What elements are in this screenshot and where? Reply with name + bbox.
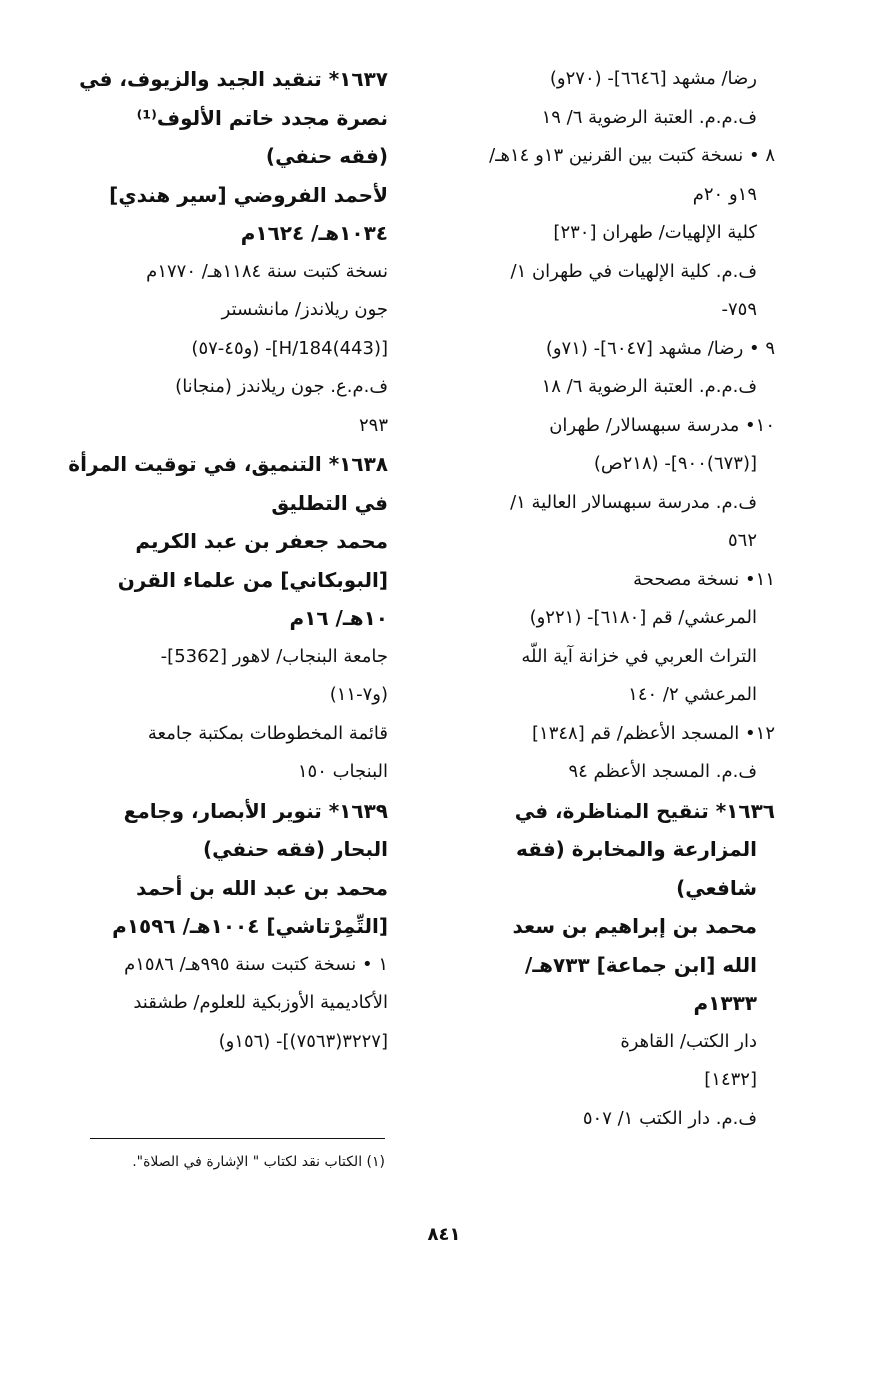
text-line: قائمة المخطوطات بمكتبة جامعة	[147, 722, 388, 744]
text-line: نسخة كتبت سنة ١١٨٤هـ/ ١٧٧٠م	[146, 260, 388, 282]
text-line: ف.م.ع. جون ريلاندز (منجانا)	[175, 376, 388, 397]
entry-heading: (فقه حنفي)	[265, 144, 388, 168]
entry-heading: ١٦٣٩* تنوير الأبصار، وجامع	[123, 798, 388, 823]
text-line: ١٠• مدرسة سبهسالار/ طهران	[549, 414, 775, 436]
text-line: ف.م. مدرسة سبهسالار العالية ١/	[510, 491, 757, 513]
author-line: محمد بن إبراهيم بن سعد	[512, 914, 757, 938]
right-column	[445, 60, 775, 1138]
text-line: ٥٦٢	[727, 530, 757, 551]
text-line: ف.م. دار الكتب ١/ ٥٠٧	[582, 1107, 757, 1129]
text-line: [١٤٣٢]	[704, 1069, 757, 1090]
text-line: (و٧-١١)	[329, 684, 388, 705]
text-line: ٢٩٣	[358, 414, 388, 436]
text-line: ١٩و ٢٠م	[692, 183, 757, 205]
text-line: ١٢• المسجد الأعظم/ قم [١٣٤٨]	[532, 722, 775, 744]
text-line: [(٦٧٣)٩٠٠]- (٢١٨ص)	[593, 453, 757, 474]
author-line: لأحمد الفروضي [سير هندي]	[109, 182, 388, 207]
author-line: ١٠هـ/ ١٦م	[289, 606, 388, 630]
text-line: دار الكتب/ القاهرة	[620, 1030, 757, 1052]
footnote: (١) الكتاب نقد لكتاب " الإشارة في الصلاة".	[132, 1154, 385, 1170]
entry-heading: ١٦٣٦* تنقيح المناظرة، في	[514, 798, 775, 823]
text-line: الأكاديمية الأوزبكية للعلوم/ طشقند	[133, 992, 388, 1013]
entry-heading: البحار (فقه حنفي)	[203, 837, 388, 861]
footnote-divider	[90, 1138, 385, 1139]
text-line: ٨ • نسخة كتبت بين القرنين ١٣و ١٤هـ/	[489, 145, 775, 166]
text-line: ٧٥٩-	[721, 299, 757, 320]
text-line: [H/184(443)]- (و٤٥-٥٧)	[191, 337, 388, 359]
text-line: ١ • نسخة كتبت سنة ٩٩٥هـ/ ١٥٨٦م	[124, 953, 388, 975]
author-line: [التِّمِرْتاشي] ١٠٠٤هـ/ ١٥٩٦م	[112, 914, 388, 938]
entry-heading: في التطليق	[271, 490, 388, 515]
text-line: المرعشي/ قم [٦١٨٠]- (٢٢١و)	[529, 607, 757, 628]
entry-heading: ١٦٣٧* تنقيد الجيد والزيوف، في	[79, 67, 388, 91]
author-line: ١٠٣٤هـ/ ١٦٢٤م	[240, 221, 388, 245]
page-number: ٨٤١	[427, 1224, 461, 1245]
left-column	[55, 60, 388, 1061]
text-line: جون ريلاندز/ مانشستر	[221, 299, 388, 320]
text-line: كلية الإلهيات/ طهران [٢٣٠]	[553, 222, 757, 243]
text-line: ف.م. المسجد الأعظم ٩٤	[568, 761, 757, 782]
text-line: ف.م.م. العتبة الرضوية ٦/ ١٩	[541, 106, 757, 128]
text-line: ف.م.م. العتبة الرضوية ٦/ ١٨	[541, 376, 757, 397]
author-line: محمد جعفر بن عبد الكريم	[135, 529, 388, 553]
author-line: [البوبكاني] من علماء القرن	[117, 567, 388, 592]
text-line: رضا/ مشهد [٦٦٤٦]- (٢٧٠و)	[549, 68, 757, 89]
text-line: البنجاب ١٥٠	[297, 761, 388, 782]
author-line: محمد بن عبد الله بن أحمد	[136, 875, 388, 900]
text-line: ٩ • رضا/ مشهد [٦٠٤٧]- (٧١و)	[545, 337, 775, 359]
author-line: الله [ابن جماعة] ٧٣٣هـ/	[525, 952, 757, 977]
text-line: التراث العربي في خزانة آية اللّه	[521, 645, 757, 667]
entry-heading: نصرة مجدد خاتم الألوف⁽¹⁾	[136, 105, 388, 130]
entry-heading: المزارعة والمخابرة (فقه	[516, 837, 757, 861]
author-line: ١٣٣٣م	[693, 991, 757, 1015]
text-line: جامعة البنجاب/ لاهور [5362]-	[160, 645, 388, 667]
text-line: ١١• نسخة مصححة	[633, 568, 775, 590]
entry-heading: شافعي)	[676, 875, 757, 900]
text-line: المرعشي ٢/ ١٤٠	[628, 684, 757, 705]
text-line: [٣٢٢٧(٧٥٦٣)]- (١٥٦و)	[218, 1030, 388, 1052]
entry-heading: ١٦٣٨* التنميق، في توقيت المرأة	[68, 452, 388, 476]
text-line: ف.م. كلية الإلهيات في طهران ١/	[510, 260, 757, 282]
